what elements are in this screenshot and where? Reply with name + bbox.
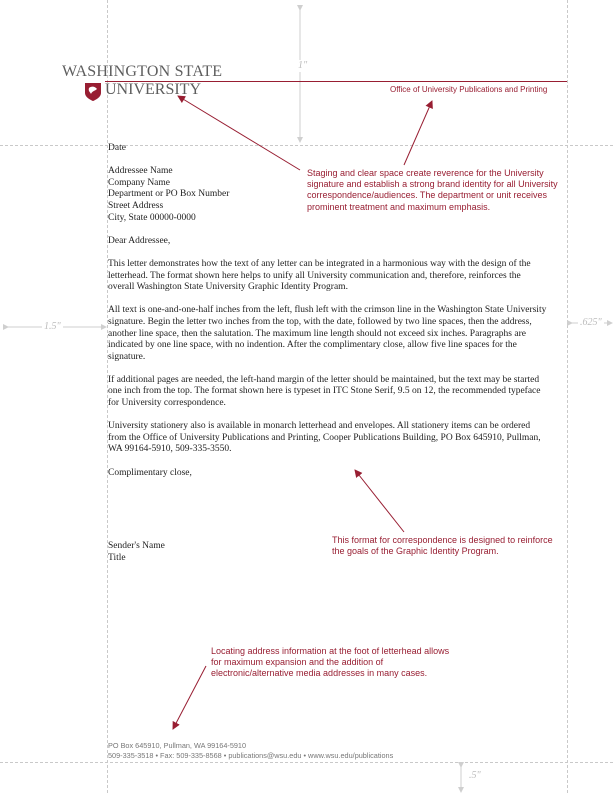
wsu-wordmark-line2: UNIVERSITY <box>105 81 201 98</box>
staging-annotation: Staging and clear space create reverence for the University signature and establish a strong brand identity for all University correspondence/audiences. The department or unit receives prominent treatment and maximum emphasis. <box>307 168 558 212</box>
body-paragraph: University stationery also is available in monarch letterhead and envelopes. All stationery items can be ordered from the Office of University Publications and Printing, Cooper Publications Building, PO Box 645910, Pullman, WA 99164-5910, 509-335-3550. <box>108 421 541 455</box>
wsu-crest-icon <box>84 82 102 102</box>
address-line: City, State 00000-0000 <box>108 212 196 223</box>
bottom-dimension-label: .5" <box>469 770 481 781</box>
footer-annotation: Locating address information at the foot of letterhead allows for maximum expansion and the addition of electronic/alternative media addresses in many cases. <box>211 646 450 679</box>
wsu-wordmark-line1: WASHINGTON STATE <box>62 63 223 80</box>
footer-address: PO Box 645910, Pullman, WA 99164-5910 <box>108 741 247 750</box>
footer-contact: 509-335-3518 • Fax: 509-335-8568 • publications@wsu.edu • www.wsu.edu/publications <box>108 750 394 760</box>
address-line: Street Address <box>108 200 164 211</box>
spacer <box>108 224 548 236</box>
spacer <box>108 363 548 375</box>
salutation: Dear Addressee, <box>108 235 171 246</box>
sender-title: Title <box>108 552 126 563</box>
spacer <box>108 155 548 167</box>
letter-date: Date <box>108 143 126 153</box>
complimentary-close: Complimentary close, <box>108 467 192 478</box>
body-paragraph: If additional pages are needed, the left-hand margin of the letter should be maintained, but the text may be started one inch from the top. The format shown here is typeset in ITC Stone Serif, 9.5 on 12, the recommended typeface for University correspondence. <box>108 374 541 409</box>
body-paragraph: This letter demonstrates how the text of any letter can be integrated in a harmonious way with the design of the letterhead. The format shown here helps to unify all University communication and, therefore, reinforces the overall Washington State University Graphic Identity Program. <box>108 258 531 293</box>
address-line: Company Name <box>108 177 171 188</box>
format-annotation: This format for correspondence is designed to reinforce the goals of the Graphic Identity Program. <box>332 535 553 557</box>
spacer <box>108 410 548 422</box>
address-line: Addressee Name <box>108 166 173 177</box>
crimson-signature-line <box>105 81 567 82</box>
address-line: Department or PO Box Number <box>108 189 230 200</box>
right-dimension-label: .625" <box>580 317 602 328</box>
sender-name: Sender's Name <box>108 541 165 551</box>
body-paragraph: All text is one-and-one-half inches from the left, flush left with the crimson line in the Washington State University signature. Begin the letter two inches from the top, with the date, followed by two line spaces, then the address, another line space, then the salutation. The maximum line length should not exceed six inches. Paragraphs are indicated by one line space, with no indention. After the complimentary close, allow five line spaces for the signature. <box>108 305 547 362</box>
top-dimension-label: 1" <box>298 60 308 71</box>
office-name: Office of University Publications and Printing <box>390 85 548 94</box>
spacer <box>108 294 548 306</box>
letterhead-footer <box>108 741 393 760</box>
format-arrow <box>355 470 404 532</box>
left-dimension-label: 1.5" <box>44 321 61 332</box>
spacer <box>108 247 548 259</box>
spacer <box>108 456 548 468</box>
footer-arrow <box>173 666 206 729</box>
